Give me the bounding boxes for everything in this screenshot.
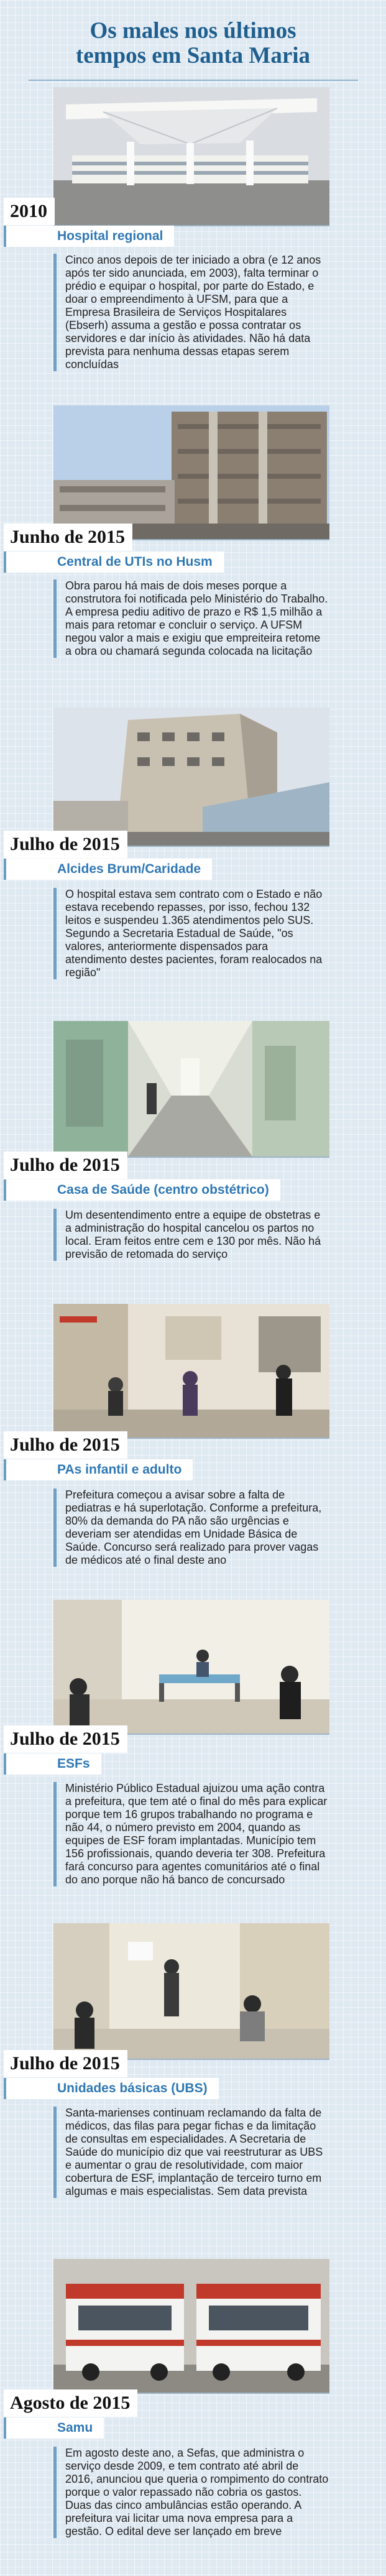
construction-site-image	[53, 405, 329, 539]
date-label: Julho de 2015	[4, 1725, 127, 1753]
clinic-waiting-room-image	[53, 1600, 329, 1733]
hospital-corridor-image	[53, 1021, 329, 1156]
section-description: Ministério Público Estadual ajuizou uma ação contra a prefeitura, que tem até o final do mês para explicar porque tem 16 grupos trabalhando no programa e não 44, o número previsto em 2004, quando as equipes de ESF foram implantadas. Município tem 156 profissionais, quando deveria ter 308. Prefeitura fará concurso para agentes comunitários até o final do ano porque não há banco de concursado	[53, 1782, 329, 1886]
photo-pas	[53, 1304, 329, 1439]
photo-ubs	[53, 1923, 329, 2060]
section-description: Um desentendimento entre a equipe de obstetras e a administração do hospital cancelou os partos no local. Eram feitos entre cem e 130 por mês. Não há previsão de retomada do serviço	[53, 1209, 329, 1261]
date-label: Julho de 2015	[4, 1152, 127, 1179]
date-label: Julho de 2015	[4, 1431, 127, 1459]
date-label: Junho de 2015	[4, 524, 132, 551]
section-tag: ESFs	[4, 1753, 101, 1775]
date-label: Agosto de 2015	[4, 2389, 137, 2417]
page-title	[0, 0, 386, 68]
section-description: Cinco anos depois de ter iniciado a obra (e 12 anos após ter sido anunciada, em 2003), falta terminar o prédio e equipar o hospital, por parte do Estado, e doar o empreendimento à UFSM, para que a Empresa Brasileira de Serviços Hospitalares (Ebserh) assuma a gestão e possa contratar os servidores e dar início às atividades. Não há data prevista para nenhuma dessas etapas serem concluídas	[53, 254, 329, 371]
section-tag: Hospital regional	[4, 226, 174, 247]
photo-esfs	[53, 1600, 329, 1735]
health-unit-image	[53, 1923, 329, 2059]
ambulances-image	[53, 2259, 329, 2393]
section-tag: Alcides Brum/Caridade	[4, 859, 212, 880]
section-description: Santa-marienses continuam reclamando da falta de médicos, das filas para pegar fichas e da limitação de consultas em especialidades. A Secretaria de Saúde do município diz que vai reestruturar as UBS e aumentar o grau de resolutividade, com maior cobertura de ESF, implantação de terceiro turno em algumas e mais especialistas. Sem data prevista	[53, 2107, 329, 2198]
hospital-building-image	[53, 87, 329, 225]
section-description: Obra parou há mais de dois meses porque a construtora foi notificada pelo Ministério do Trabalho. A empresa pediu aditivo de prazo e R$ 1,5 milhão a mais para retomar e concluir o serviço. A UFSM negou valor a mais e exigiu que empreiteira retome a obra ou chamará segunda colocada na licitação	[53, 579, 329, 658]
date-label: Julho de 2015	[4, 2050, 127, 2077]
date-label: 2010	[4, 198, 55, 225]
photo-central-utis	[53, 405, 329, 540]
section-description: Prefeitura começou a avisar sobre a falta de pediatras e há superlotação. Conforme a prefeitura, 80% da demanda do PA não são urgências e deveriam ser atendidas em Unidade Básica de Saúde. Concurso será realizado para prover vagas de médicos até o final deste ano	[53, 1489, 329, 1567]
page-title-line-1: Os males nos últimos	[90, 18, 296, 44]
photo-alcides-brum	[53, 708, 329, 847]
title-divider	[29, 80, 358, 81]
photo-casa-de-saude	[53, 1021, 329, 1158]
section-tag: Unidades básicas (UBS)	[4, 2078, 219, 2099]
waiting-area-image	[53, 1304, 329, 1438]
page-title-line-2: tempos em Santa Maria	[75, 43, 311, 68]
section-tag: Central de UTIs no Husm	[4, 552, 224, 573]
photo-samu	[53, 2259, 329, 2394]
photo-hospital-regional	[53, 87, 329, 226]
section-tag: PAs infantil e adulto	[4, 1459, 193, 1480]
section-description: O hospital estava sem contrato com o Estado e não estava recebendo repasses, por isso, fechou 132 leitos e suspendeu 1.365 atendimentos pelo SUS. Segundo a Secretaria Estadual de Saúde, "os valores, anteriormente dispensados para atendimento destes pacientes, foram realocados na região"	[53, 888, 329, 979]
hospital-facade-image	[53, 708, 329, 846]
section-tag: Samu	[4, 2417, 104, 2439]
date-label: Julho de 2015	[4, 831, 127, 858]
section-tag: Casa de Saúde (centro obstétrico)	[4, 1180, 280, 1201]
section-description: Em agosto deste ano, a Sefas, que administra o serviço desde 2009, e tem contrato até abril de 2016, anunciou que queria o rompimento do contrato porque o valor repassado não cobria os gastos. Duas das cinco ambulâncias estão operando. A prefeitura vai licitar uma nova empresa para a gestão. O edital deve ser lançado em breve	[53, 2447, 329, 2538]
